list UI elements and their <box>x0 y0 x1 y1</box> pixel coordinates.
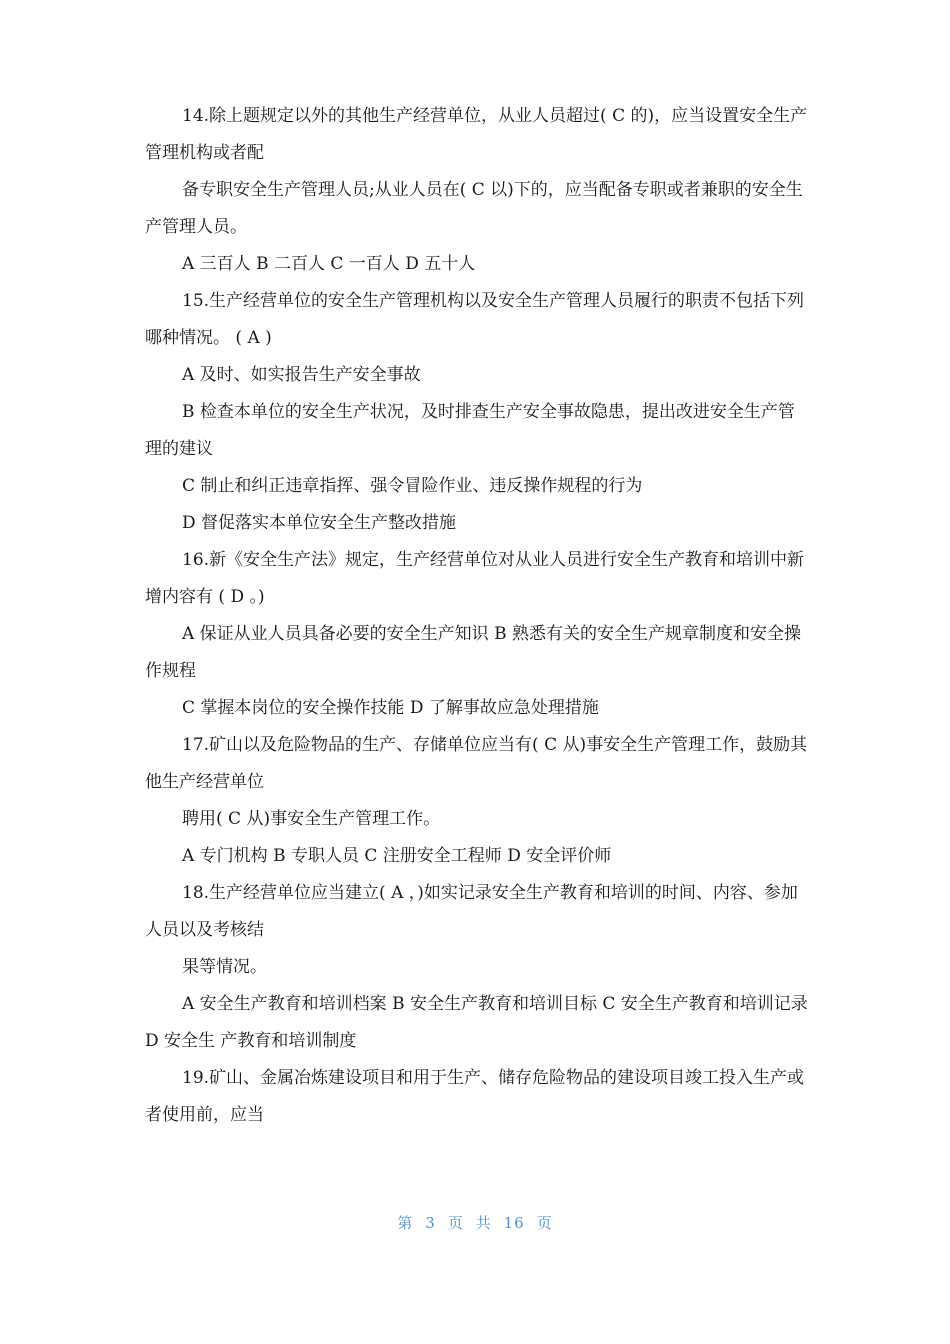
paragraph-q17-cont: 聘用( C 从)事安全生产管理工作。 <box>182 809 441 829</box>
paragraph-q18: 18.生产经营单位应当建立( A ，)如实记录安全生产教育和培训的时间、内容、参加人员以及考核结 <box>145 883 798 940</box>
footer-page-number: 3 <box>425 1214 436 1232</box>
paragraph-q18-cont: 果等情况。 <box>182 957 267 977</box>
footer-suffix: 页 <box>536 1214 553 1232</box>
page-footer <box>0 1212 950 1233</box>
paragraph-q15-option-b: B 检查本单位的安全生产状况，及时排查生产安全事故隐患，提出改进安全生产管理的建议 <box>145 402 795 459</box>
paragraph-q16-options-cd: C 掌握本岗位的安全操作技能 D 了解事故应急处理措施 <box>182 698 599 718</box>
footer-middle: 页 共 <box>447 1214 492 1232</box>
paragraph-q14: 14.除上题规定以外的其他生产经营单位，从业人员超过( C 的)，应当设置安全生产管理机构或者配 <box>145 106 808 163</box>
paragraph-q14-options: A 三百人 B 二百人 C 一百人 D 五十人 <box>182 254 476 274</box>
paragraph-q15: 15.生产经营单位的安全生产管理机构以及安全生产管理人员履行的职责不包括下列哪种情况。 ( A ) <box>145 291 805 348</box>
paragraph-q16-options-ab: A 保证从业人员具备必要的安全生产知识 B 熟悉有关的安全生产规章制度和安全操作规程 <box>145 624 801 681</box>
paragraph-q15-option-a: A 及时、如实报告生产安全事故 <box>182 365 421 385</box>
footer-prefix: 第 <box>397 1214 414 1232</box>
paragraph-q17-options: A 专门机构 B 专职人员 C 注册安全工程师 D 安全评价师 <box>182 846 612 866</box>
paragraph-q15-option-c: C 制止和纠正违章指挥、强令冒险作业、违反操作规程的行为 <box>182 476 643 496</box>
paragraph-q19: 19.矿山、金属冶炼建设项目和用于生产、储存危险物品的建设项目竣工投入生产或者使用前，应当 <box>145 1068 805 1125</box>
paragraph-q18-options: A 安全生产教育和培训档案 B 安全生产教育和培训目标 C 安全生产教育和培训记录 D 安全生 产教育和培训制度 <box>145 994 808 1051</box>
paragraph-q16: 16.新《安全生产法》规定，生产经营单位对从业人员进行安全生产教育和培训中新增内容有 ( D 。) <box>145 550 805 607</box>
footer-total-pages: 16 <box>503 1214 525 1232</box>
document-body <box>145 98 810 1134</box>
paragraph-q14-cont: 备专职安全生产管理人员;从业人员在( C 以)下的，应当配备专职或者兼职的安全生产管理人员。 <box>145 180 803 237</box>
paragraph-q15-option-d: D 督促落实本单位安全生产整改措施 <box>182 513 457 533</box>
paragraph-q17: 17.矿山以及危险物品的生产、存储单位应当有( C 从)事安全生产管理工作，鼓励其他生产经营单位 <box>145 735 808 792</box>
